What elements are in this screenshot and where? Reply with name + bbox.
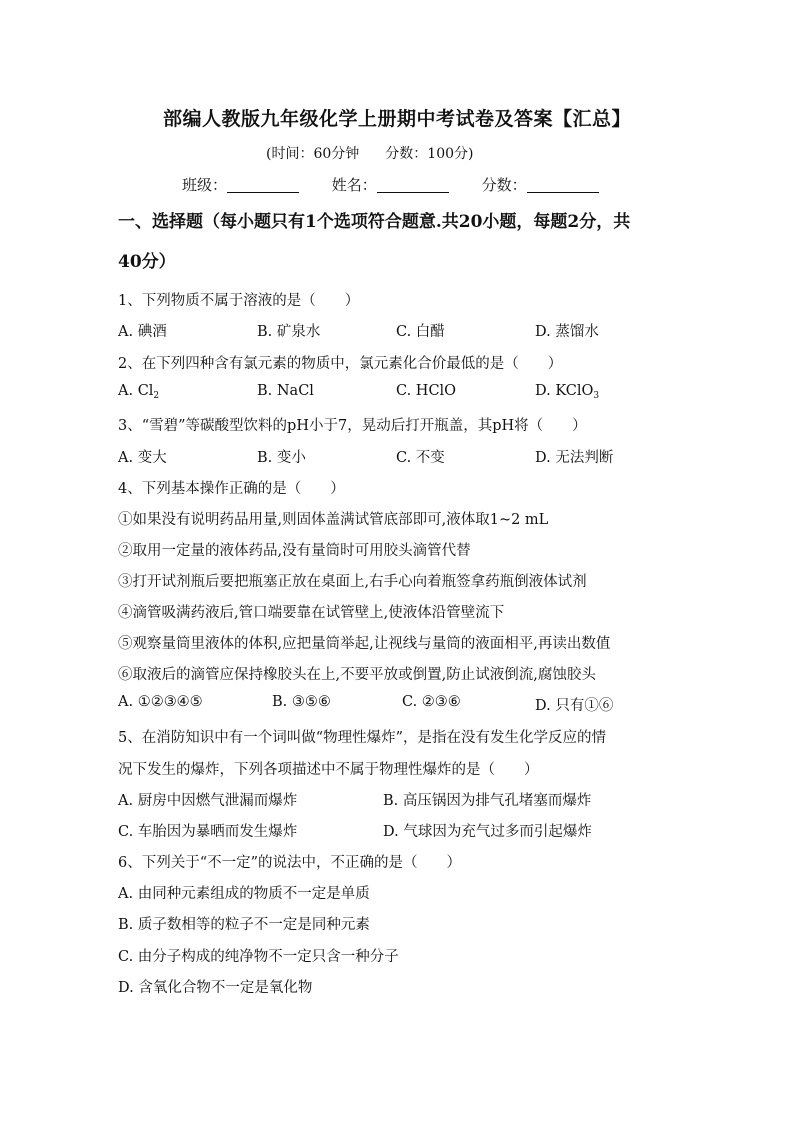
question-2-stem: 2、在下列四种含有氯元素的物质中，氯元素化合价最低的是（ ）	[118, 356, 563, 372]
q6-option-c: C. 由分子构成的纯净物不一定只含一种分子	[118, 949, 399, 965]
q2-option-a-text: A. Cl	[118, 383, 154, 399]
q1-option-d: D. 蒸馏水	[535, 324, 599, 340]
class-blank[interactable]	[227, 178, 299, 193]
question-1-stem: 1、下列物质不属于溶液的是（ ）	[118, 293, 360, 309]
class-field	[182, 174, 299, 195]
q3-option-c: C. 不变	[396, 450, 445, 466]
q6-option-b: B. 质子数相等的粒子不一定是同种元素	[118, 917, 370, 933]
q2-option-c: C. HClO	[396, 383, 457, 399]
student-fields	[182, 174, 627, 195]
q2-option-a	[118, 383, 159, 401]
exam-info	[266, 143, 499, 163]
score-field	[482, 174, 599, 195]
name-label: 姓名：	[331, 176, 377, 194]
q5-option-b: B. 高压锅因为排气孔堵塞而爆炸	[383, 793, 592, 809]
q4-statement-5: ⑤观察量筒里液体的体积,应把量筒举起,让视线与量筒的液面相平,再读出数值	[118, 636, 611, 652]
q5-option-d: D. 气球因为充气过多而引起爆炸	[383, 824, 592, 840]
score-label: 分数：	[481, 176, 527, 194]
q3-option-d: D. 无法判断	[535, 450, 614, 466]
q1-option-c: C. 白醋	[396, 324, 445, 340]
q5-option-c: C. 车胎因为暴晒而发生爆炸	[118, 824, 298, 840]
q4-statement-2: ②取用一定量的液体药品,没有量筒时可用胶头滴管代替	[118, 543, 471, 559]
q1-option-a: A. 碘酒	[118, 324, 167, 340]
question-6-stem: 6、下列关于“不一定”的说法中，不正确的是（ ）	[118, 855, 462, 871]
q6-option-a: A. 由同种元素组成的物质不一定是单质	[118, 886, 370, 902]
q4-statement-4: ④滴管吸满药液后,管口端要靠在试管壁上,使液体沿管壁流下	[118, 605, 505, 621]
q2-option-d-text: D. KClO	[535, 383, 594, 399]
q4-option-c: C. ②③⑥	[402, 694, 461, 710]
question-3-stem: 3、“雪碧”等碳酸型饮料的pH小于7，晃动后打开瓶盖，其pH将（ ）	[118, 418, 587, 434]
q2-option-a-sub: 2	[153, 391, 160, 401]
q4-statement-1: ①如果没有说明药品用量,则固体盖满试管底部即可,液体取1~2 mL	[118, 512, 549, 528]
q4-option-a: A. ①②③④⑤	[118, 694, 203, 710]
q2-option-b: B. NaCl	[257, 383, 314, 399]
exam-time: (时间：60分钟	[266, 146, 360, 162]
q2-option-d-sub: 3	[593, 391, 600, 401]
score-blank[interactable]	[527, 178, 599, 193]
name-blank[interactable]	[377, 178, 449, 193]
section-heading	[118, 202, 678, 282]
q1-option-b: B. 矿泉水	[257, 324, 321, 340]
class-label: 班级：	[182, 176, 228, 194]
q4-statement-6: ⑥取液后的滴管应保持橡胶头在上,不要平放或倒置,防止试液倒流,腐蚀胶头	[118, 667, 596, 683]
q6-option-d: D. 含氧化合物不一定是氧化物	[118, 980, 313, 996]
section-heading-line2: 40分）	[118, 252, 176, 272]
name-field	[332, 174, 449, 195]
q3-option-a: A. 变大	[118, 450, 167, 466]
q2-option-d	[535, 383, 599, 401]
question-4-stem: 4、下列基本操作正确的是（ ）	[118, 481, 345, 497]
question-5-stem-line1: 5、在消防知识中有一个词叫做“物理性爆炸”，是指在没有发生化学反应的情	[118, 730, 607, 746]
q3-option-b: B. 变小	[257, 450, 306, 466]
q4-option-b: B. ③⑤⑥	[272, 694, 331, 710]
q4-statement-3: ③打开试剂瓶后要把瓶塞正放在桌面上,右手心向着瓶签拿药瓶倒液体试剂	[118, 574, 587, 590]
section-heading-line1: 一、选择题（每小题只有1个选项符合题意.共20小题，每题2分，共	[118, 212, 631, 232]
exam-score: 分数：100分)	[385, 146, 474, 162]
q4-option-d: D. 只有①⑥	[535, 698, 614, 714]
q5-option-a: A. 厨房中因燃气泄漏而爆炸	[118, 793, 298, 809]
page-title: 部编人教版九年级化学上册期中考试卷及答案【汇总】	[162, 108, 631, 130]
question-5-stem-line2: 况下发生的爆炸，下列各项描述中不属于物理性爆炸的是（ ）	[118, 762, 539, 778]
